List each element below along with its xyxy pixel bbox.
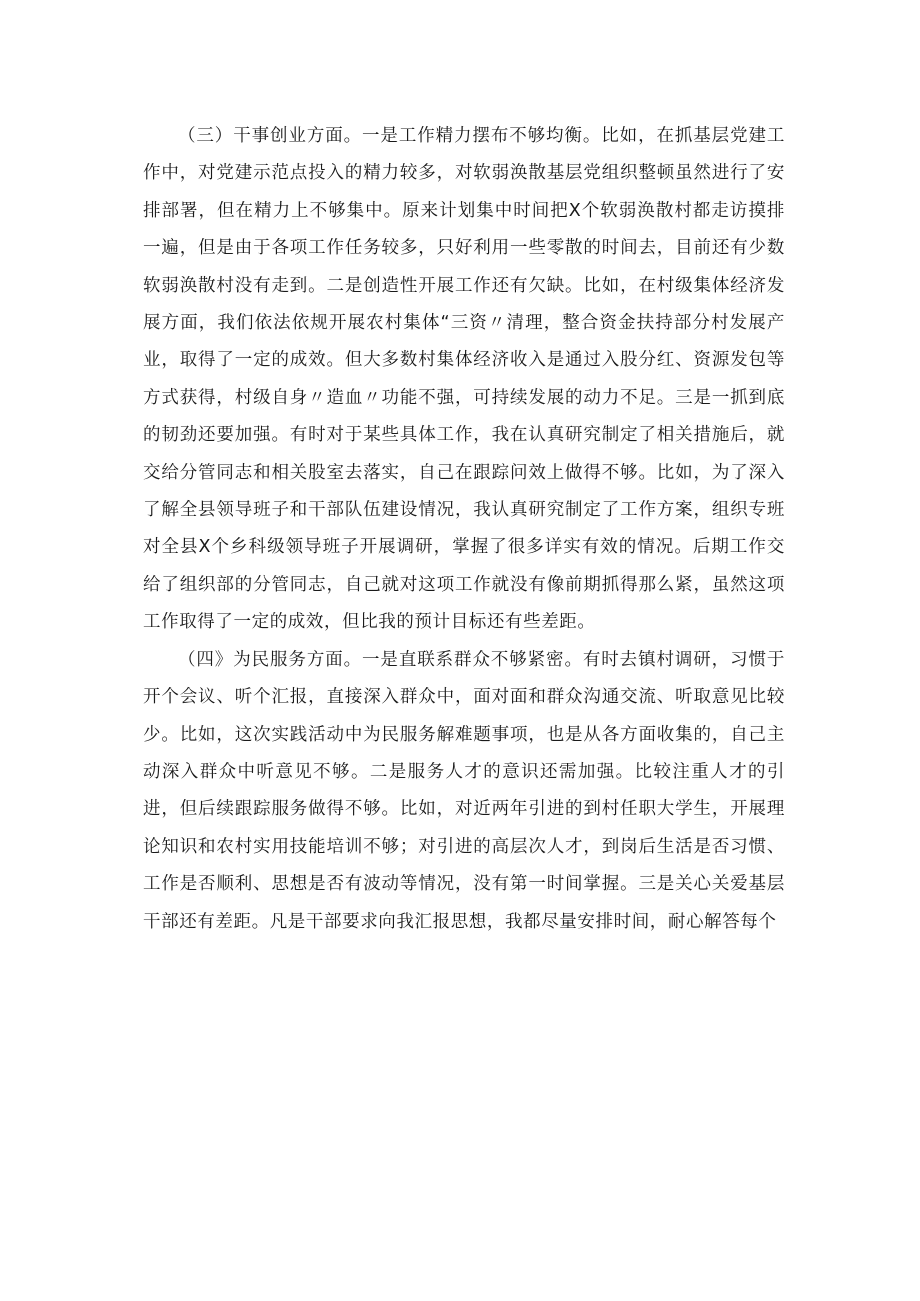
paragraph-public-service: （四》为民服务方面。一是直联系群众不够紧密。有时去镇村调研，习惯于开个会议、听个汇报，直接深入群众中，面对面和群众沟通交流、听取意见比较少。比如，这次实践活动中为民服务解难题事项，也是从各方面收集的，自己主动深入群众中听意见不够。二是服务人才的意识还需加强。比较注重人才的引进，但后续跟踪服务做得不够。比如，对近两年引进的到村任职大学生，开展理论知识和农村实用技能培训不够；对引进的高层次人才，到岗后生活是否习惯、工作是否顺利、思想是否有波动等情况，没有第一时间掌握。三是关心关爱基层干部还有差距。凡是干部要求向我汇报思想，我都尽量安排时间，耐心解答每个 <box>143 649 785 932</box>
paragraph-work-performance: （三）干事创业方面。一是工作精力摆布不够均衡。比如，在抓基层党建工作中，对党建示范点投入的精力较多，对软弱涣散基层党组织整顿虽然进行了安排部署，但在精力上不够集中。原来计划集中时间把X个软弱涣散村都走访摸排一遍，但是由于各项工作任务较多，只好利用一些零散的时间去，目前还有少数软弱涣散村没有走到。二是创造性开展工作还有欠缺。比如，在村级集体经济发展方面，我们依法依规开展农村集体“三资〃清理，整合资金扶持部分村发展产业，取得了一定的成效。但大多数村集体经济收入是通过入股分红、资源发包等方式获得，村级自身〃造血〃功能不强，可持续发展的动力不足。三是一抓到底的韧劲还要加强。有时对于某些具体工作，我在认真研究制定了相关措施后，就交给分管同志和相关股室去落实，自己在跟踪问效上做得不够。比如，为了深入了解全县领导班子和干部队伍建设情况，我认真研究制定了工作方案，组织专班对全县X个乡科级领导班子开展调研，掌握了很多详实有效的情况。后期工作交给了组织部的分管同志，自己就对这项工作就没有像前期抓得那么紧，虽然这项工作取得了一定的成效，但比我的预计目标还有些差距。 <box>143 126 785 633</box>
document-body <box>143 118 785 941</box>
